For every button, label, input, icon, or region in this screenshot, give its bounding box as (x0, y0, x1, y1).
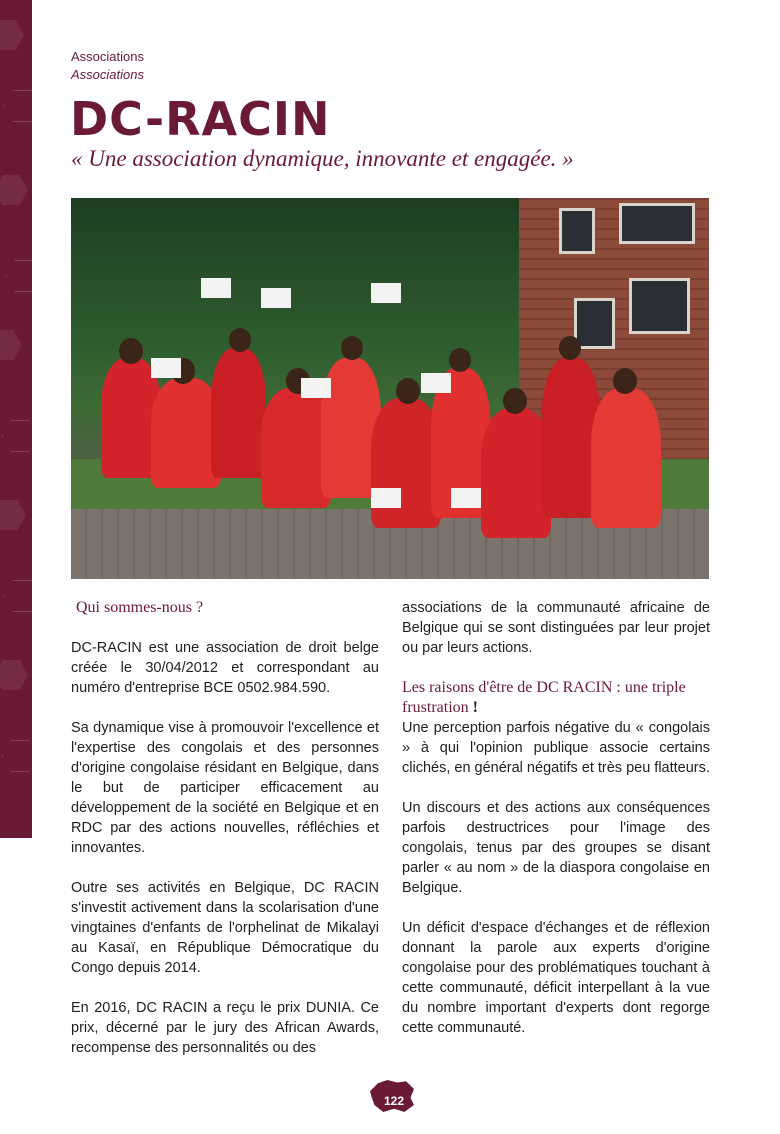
paragraph: Un discours et des actions aux conséquences parfois destructrices pour l'image des congolais, tenus par des groupes se disant parler « au nom » de la diaspora congolaise en Belgique. (402, 800, 710, 896)
decorative-side-band (0, 0, 32, 838)
section-heading-reasons (402, 678, 710, 718)
group-photo (71, 198, 709, 579)
paragraph: Une perception parfois négative du « congolais » à qui l'opinion publique associe certains clichés, en général négatifs et très peu flatteurs. (402, 720, 710, 776)
page-title: DC-RACIN (70, 92, 331, 146)
page-subtitle: « Une association dynamique, innovante et engagée. » (71, 146, 574, 171)
category-label-italic: Associations (71, 67, 144, 82)
crowd (91, 318, 669, 558)
page-number: 122 (384, 1094, 405, 1108)
page-number-badge (370, 1080, 414, 1112)
paragraph: En 2016, DC RACIN a reçu le prix DUNIA. Ce prix, décerné par le jury des African Awards, recompense des personnalités ou des (71, 1000, 379, 1056)
category-label: Associations (71, 49, 144, 64)
left-column (71, 598, 379, 1078)
paragraph: Sa dynamique vise à promouvoir l'excellence et l'expertise des congolais et des personnes d'origine congolaise résidant en Belgique, dans le but de participer efficacement au développement de la société en Belgique et en RDC par des actions nouvelles, réfléchies et innovantes. (71, 720, 379, 856)
paragraph: Outre ses activités en Belgique, DC RACIN s'investit activement dans la scolarisation d'une vingtaines d'enfants de l'orphelinat de Mikalayi au Kasaï, en République Démocratique du Congo depuis 2014. (71, 880, 379, 976)
heading-exclamation: ! (468, 699, 478, 716)
paragraph: Un déficit d'espace d'échanges et de réflexion donnant la parole aux experts d'origine congolaise pour des problématiques touchant à cette communauté, déficit interpellant à la vue du nombre important d'experts dont regorge cette communauté. (402, 920, 710, 1036)
paragraph: DC-RACIN est une association de droit belge créée le 30/04/2012 et correspondant au numéro d'entreprise BCE 0502.984.590. (71, 640, 379, 696)
paragraph-continuation: associations de la communauté africaine de Belgique qui se sont distinguées par leur projet ou par leurs actions. (402, 600, 710, 656)
right-column (402, 598, 710, 1058)
section-heading-who: Qui sommes-nous ? (76, 599, 204, 616)
section-heading-text: Les raisons d'être de DC RACIN : une triple frustration (402, 679, 686, 716)
